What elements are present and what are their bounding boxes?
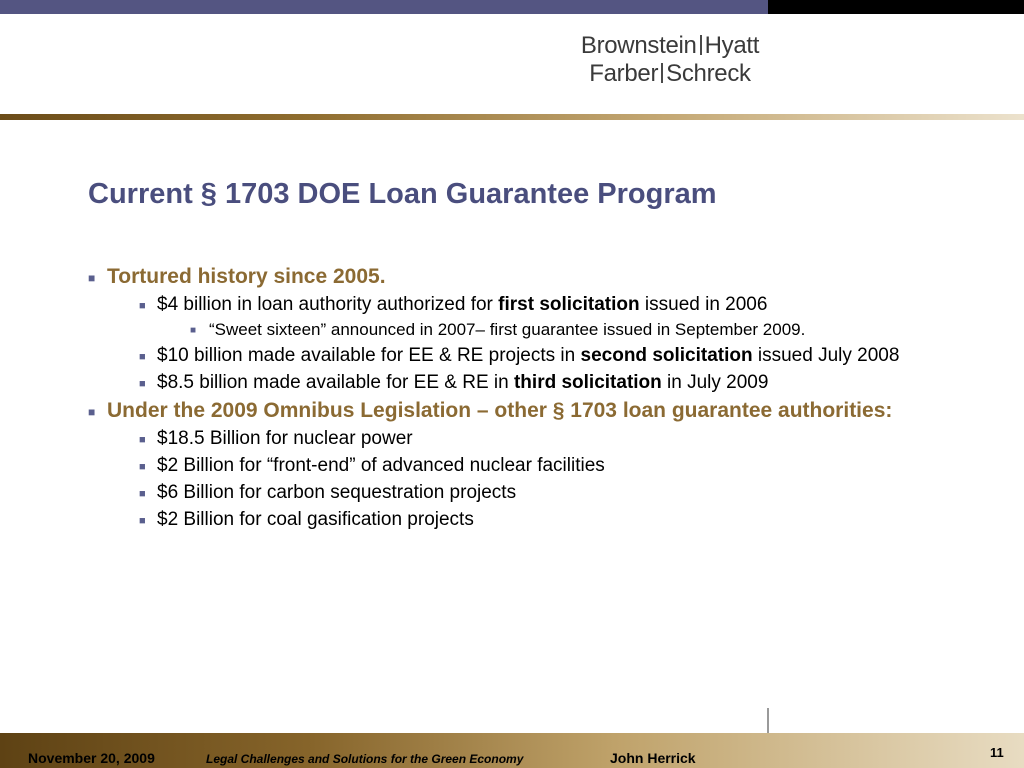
bullet-level3: ■ “Sweet sixteen” announced in 2007– first guarantee issued in September 2009. (190, 320, 806, 339)
logo-word-brownstein: Brownstein (580, 32, 697, 59)
header-gold-rule (0, 114, 1024, 120)
bullet-square-icon: ■ (139, 351, 146, 363)
logo-word-schreck: Schreck (666, 60, 751, 87)
page-number: 11 (990, 745, 1004, 760)
bullet-square-icon: ■ (88, 405, 96, 419)
logo-word-hyatt: Hyatt (704, 32, 760, 59)
logo-line-2 (560, 60, 780, 88)
bullet-square-icon: ■ (139, 488, 146, 500)
bullet-level2: ■ $2 Billion for “front-end” of advanced nuclear facilities (139, 455, 605, 476)
footer-author: John Herrick (610, 750, 696, 766)
bullet-level2: ■ $18.5 Billion for nuclear power (139, 428, 413, 449)
bullet-square-icon: ■ (88, 271, 96, 285)
bullet-level2: ■ $6 Billion for carbon sequestration projects (139, 482, 517, 503)
bullet-level1: ■ Tortured history since 2005. (88, 264, 948, 289)
logo-word-farber: Farber (589, 60, 659, 87)
bullet-level2: ■ $8.5 billion made available for EE & RE in third solicitation in July 2009 (139, 372, 769, 393)
footer-event-title: Legal Challenges and Solutions for the Green Economy (206, 752, 524, 766)
bullet-square-icon: ■ (139, 515, 146, 527)
bullet-level2: ■ $10 billion made available for EE & RE projects in second solicitation issued July 2008 (139, 345, 900, 366)
bullet-square-icon: ■ (139, 461, 146, 473)
bullet-square-icon: ■ (139, 378, 146, 390)
top-bar-dark-segment (768, 0, 1024, 14)
footer-date: November 20, 2009 (28, 750, 155, 766)
bullet-square-icon: ■ (139, 300, 146, 312)
top-bar (0, 0, 768, 14)
bullet-level2: ■ $4 billion in loan authority authorized for first solicitation issued in 2006 (139, 294, 768, 315)
bullet-square-icon: ■ (139, 434, 146, 446)
bullet-level1: ■ Under the 2009 Omnibus Legislation – other § 1703 loan guarantee authorities: (88, 398, 948, 423)
slide-content (88, 260, 948, 531)
bullet-square-icon: ■ (190, 325, 197, 336)
logo-separator (700, 35, 702, 55)
firm-logo (560, 32, 780, 88)
bullet-level2: ■ $2 Billion for coal gasification projects (139, 509, 474, 530)
slide-title: Current § 1703 DOE Loan Guarantee Program (88, 178, 717, 210)
logo-line-1 (560, 32, 780, 60)
logo-separator (661, 63, 663, 83)
